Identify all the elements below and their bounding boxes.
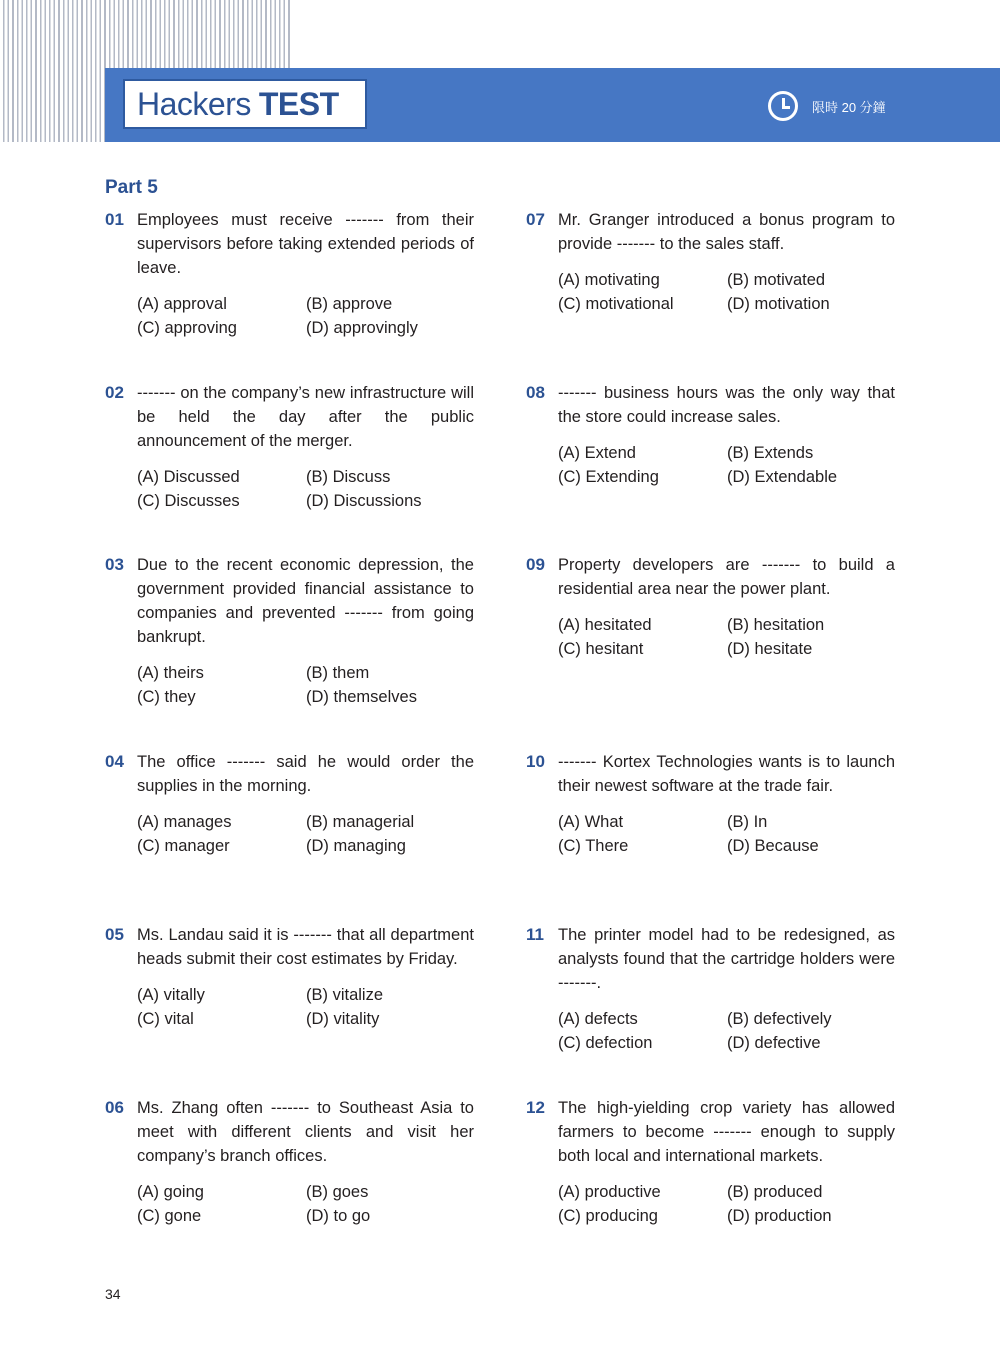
answer-options <box>558 1180 896 1228</box>
question-09 <box>526 553 896 661</box>
option-a[interactable]: (A) hesitated <box>558 616 652 634</box>
option-a[interactable]: (A) motivating <box>558 271 660 289</box>
option-b[interactable]: (B) hesitation <box>727 616 825 634</box>
option-b[interactable]: (B) them <box>306 664 370 682</box>
option-d[interactable]: (D) production <box>727 1207 832 1225</box>
question-text: ------- Kortex Technologies wants is to launch their newest software at the trade fair. <box>558 753 895 795</box>
question-text: Property developers are ------- to build a residential area near the power plant. <box>558 556 895 598</box>
answer-options <box>558 441 896 489</box>
question-text: ------- business hours was the only way that the store could increase sales. <box>558 384 895 426</box>
option-d[interactable]: (D) Because <box>727 837 819 855</box>
answer-options <box>137 661 475 709</box>
question-text: Employees must receive ------- from their supervisors before taking extended periods of leave. <box>137 211 474 277</box>
question-06 <box>105 1096 475 1228</box>
question-text: The high-yielding crop variety has allowed farmers to become ------- enough to supply both local and international markets. <box>558 1099 895 1165</box>
question-07 <box>526 208 896 316</box>
option-d[interactable]: (D) vitality <box>306 1010 380 1028</box>
question-number: 12 <box>526 1098 545 1117</box>
option-d[interactable]: (D) approvingly <box>306 319 418 337</box>
option-d[interactable]: (D) to go <box>306 1207 371 1225</box>
option-c[interactable]: (C) manager <box>137 837 230 855</box>
answer-options <box>558 613 896 661</box>
option-b[interactable]: (B) managerial <box>306 813 415 831</box>
question-text: Due to the recent economic depression, the government provided financial assistance to companies and prevented ------- from going bankrupt. <box>137 556 474 646</box>
option-a[interactable]: (A) vitally <box>137 986 205 1004</box>
answer-options <box>137 1180 475 1228</box>
option-c[interactable]: (C) gone <box>137 1207 202 1225</box>
title-light: Hackers <box>137 85 251 122</box>
option-d[interactable]: (D) hesitate <box>727 640 813 658</box>
option-a[interactable]: (A) Extend <box>558 444 636 462</box>
answer-options <box>137 292 475 340</box>
option-b[interactable]: (B) defectively <box>727 1010 832 1028</box>
title-bold: TEST <box>258 85 339 122</box>
question-number: 10 <box>526 752 545 771</box>
question-number: 01 <box>105 210 124 229</box>
option-a[interactable]: (A) defects <box>558 1010 638 1028</box>
question-11 <box>526 923 896 1055</box>
option-c[interactable]: (C) vital <box>137 1010 194 1028</box>
question-text: The office ------- said he would order the supplies in the morning. <box>137 753 474 795</box>
option-b[interactable]: (B) motivated <box>727 271 826 289</box>
option-b[interactable]: (B) Extends <box>727 444 814 462</box>
question-text: Mr. Granger introduced a bonus program to provide ------- to the sales staff. <box>558 211 895 253</box>
page-title <box>123 79 367 129</box>
option-d[interactable]: (D) motivation <box>727 295 830 313</box>
question-text: Ms. Landau said it is ------- that all department heads submit their cost estimates by Friday. <box>137 926 474 968</box>
question-number: 04 <box>105 752 124 771</box>
option-d[interactable]: (D) defective <box>727 1034 821 1052</box>
answer-options <box>137 465 475 513</box>
question-10 <box>526 750 896 858</box>
question-05 <box>105 923 475 1031</box>
question-number: 08 <box>526 383 545 402</box>
answer-options <box>558 810 896 858</box>
question-number: 05 <box>105 925 124 944</box>
time-limit <box>768 91 886 121</box>
option-c[interactable]: (C) Discusses <box>137 492 240 510</box>
option-c[interactable]: (C) they <box>137 688 196 706</box>
option-c[interactable]: (C) hesitant <box>558 640 644 658</box>
page-number: 34 <box>105 1286 121 1302</box>
option-d[interactable]: (D) Discussions <box>306 492 422 510</box>
question-text: Ms. Zhang often ------- to Southeast Asia to meet with different clients and visit her company’s branch offices. <box>137 1099 474 1165</box>
question-08 <box>526 381 896 489</box>
option-d[interactable]: (D) Extendable <box>727 468 838 486</box>
option-c[interactable]: (C) There <box>558 837 629 855</box>
question-03 <box>105 553 475 709</box>
question-number: 06 <box>105 1098 124 1117</box>
clock-icon <box>768 91 798 121</box>
answer-options <box>137 983 475 1031</box>
option-c[interactable]: (C) motivational <box>558 295 674 313</box>
option-a[interactable]: (A) Discussed <box>137 468 240 486</box>
option-b[interactable]: (B) approve <box>306 295 393 313</box>
option-c[interactable]: (C) Extending <box>558 468 659 486</box>
question-number: 09 <box>526 555 545 574</box>
option-d[interactable]: (D) managing <box>306 837 406 855</box>
option-a[interactable]: (A) manages <box>137 813 232 831</box>
option-c[interactable]: (C) approving <box>137 319 237 337</box>
option-b[interactable]: (B) vitalize <box>306 986 384 1004</box>
option-a[interactable]: (A) What <box>558 813 624 831</box>
question-number: 02 <box>105 383 124 402</box>
answer-options <box>558 268 896 316</box>
option-c[interactable]: (C) producing <box>558 1207 658 1225</box>
option-a[interactable]: (A) going <box>137 1183 204 1201</box>
option-c[interactable]: (C) defection <box>558 1034 653 1052</box>
section-heading: Part 5 <box>105 177 158 198</box>
question-number: 11 <box>526 925 544 944</box>
question-04 <box>105 750 475 858</box>
time-limit-label: 限時 20 分鐘 <box>812 99 886 115</box>
option-b[interactable]: (B) In <box>727 813 768 831</box>
answer-options <box>558 1007 896 1055</box>
option-d[interactable]: (D) themselves <box>306 688 417 706</box>
question-text: The printer model had to be redesigned, as analysts found that the cartridge holders were -------. <box>558 926 895 992</box>
option-b[interactable]: (B) produced <box>727 1183 823 1201</box>
option-a[interactable]: (A) productive <box>558 1183 661 1201</box>
question-number: 07 <box>526 210 545 229</box>
answer-options <box>137 810 475 858</box>
question-number: 03 <box>105 555 124 574</box>
option-a[interactable]: (A) theirs <box>137 664 204 682</box>
question-text: ------- on the company’s new infrastructure will be held the day after the public announcement of the merger. <box>137 384 474 450</box>
question-12 <box>526 1096 896 1228</box>
question-01 <box>105 208 475 340</box>
question-02 <box>105 381 475 513</box>
option-a[interactable]: (A) approval <box>137 295 227 313</box>
option-b[interactable]: (B) Discuss <box>306 468 391 486</box>
option-b[interactable]: (B) goes <box>306 1183 369 1201</box>
